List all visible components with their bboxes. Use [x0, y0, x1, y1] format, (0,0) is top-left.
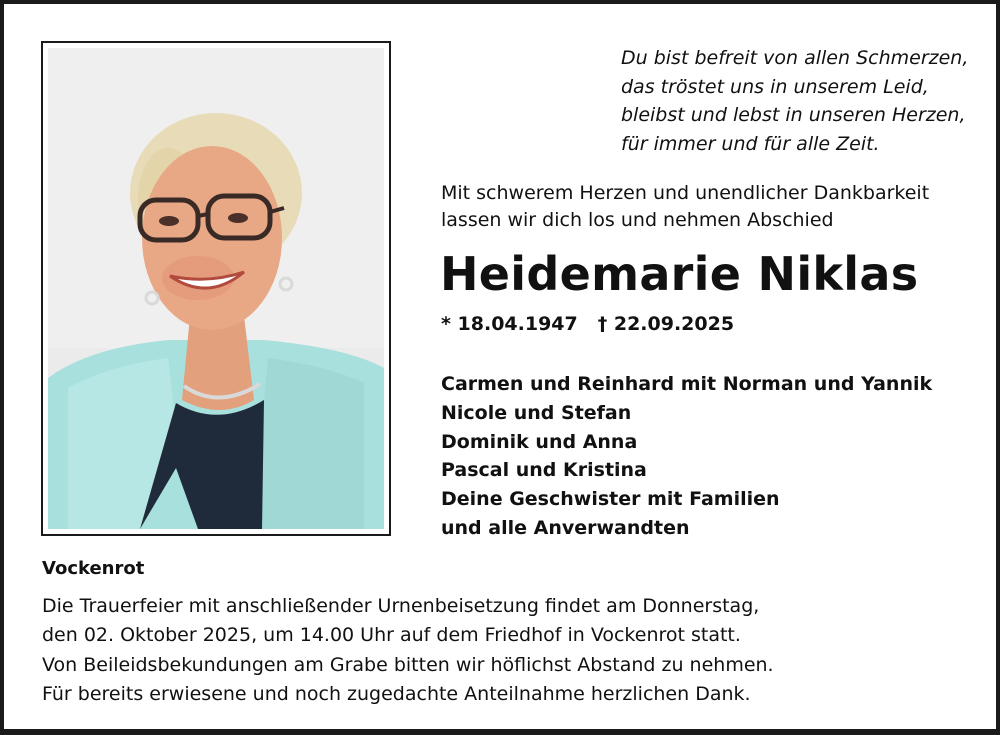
- poem-line: für immer und für alle Zeit.: [621, 132, 880, 155]
- life-dates: [441, 310, 734, 338]
- mourner-line: Pascal und Kristina: [441, 459, 647, 482]
- mourner-line: Dominik und Anna: [441, 430, 638, 453]
- poem-line: das tröstet uns in unserem Leid,: [621, 75, 929, 98]
- poem-line: bleibst und lebst in unseren Herzen,: [621, 104, 966, 126]
- birth-date: * 18.04.1947: [441, 313, 578, 335]
- intro-line: Mit schwerem Herzen und unendlicher Dankbarkeit: [441, 182, 930, 204]
- mourner-line: und alle Anverwandten: [441, 516, 690, 539]
- place-name: Vockenrot: [42, 558, 145, 579]
- mourner-line: Deine Geschwister mit Familien: [441, 488, 780, 511]
- intro-text: [441, 180, 929, 234]
- funeral-info: [42, 592, 774, 709]
- info-line: Für bereits erwiesene und noch zugedachte Anteilnahme herzlichen Dank.: [42, 682, 751, 705]
- info-line: den 02. Oktober 2025, um 14.00 Uhr auf dem Friedhof in Vockenrot statt.: [42, 624, 741, 647]
- intro-line: lassen wir dich los und nehmen Abschied: [441, 209, 834, 231]
- death-date: † 22.09.2025: [597, 313, 735, 335]
- poem-line: Du bist befreit von allen Schmerzen,: [621, 47, 969, 69]
- mourner-line: Nicole und Stefan: [441, 401, 632, 424]
- info-line: Die Trauerfeier mit anschließender Urnenbeisetzung findet am Donnerstag,: [42, 595, 760, 617]
- deceased-name: Heidemarie Niklas: [440, 247, 919, 301]
- info-line: Von Beileidsbekundungen am Grabe bitten wir höflichst Abstand zu nehmen.: [42, 653, 774, 676]
- portrait-frame: [41, 41, 391, 536]
- portrait-photo: [48, 48, 384, 529]
- poem: [621, 44, 968, 158]
- mourners-list: [441, 370, 932, 543]
- mourner-line: Carmen und Reinhard mit Norman und Yannik: [441, 373, 933, 395]
